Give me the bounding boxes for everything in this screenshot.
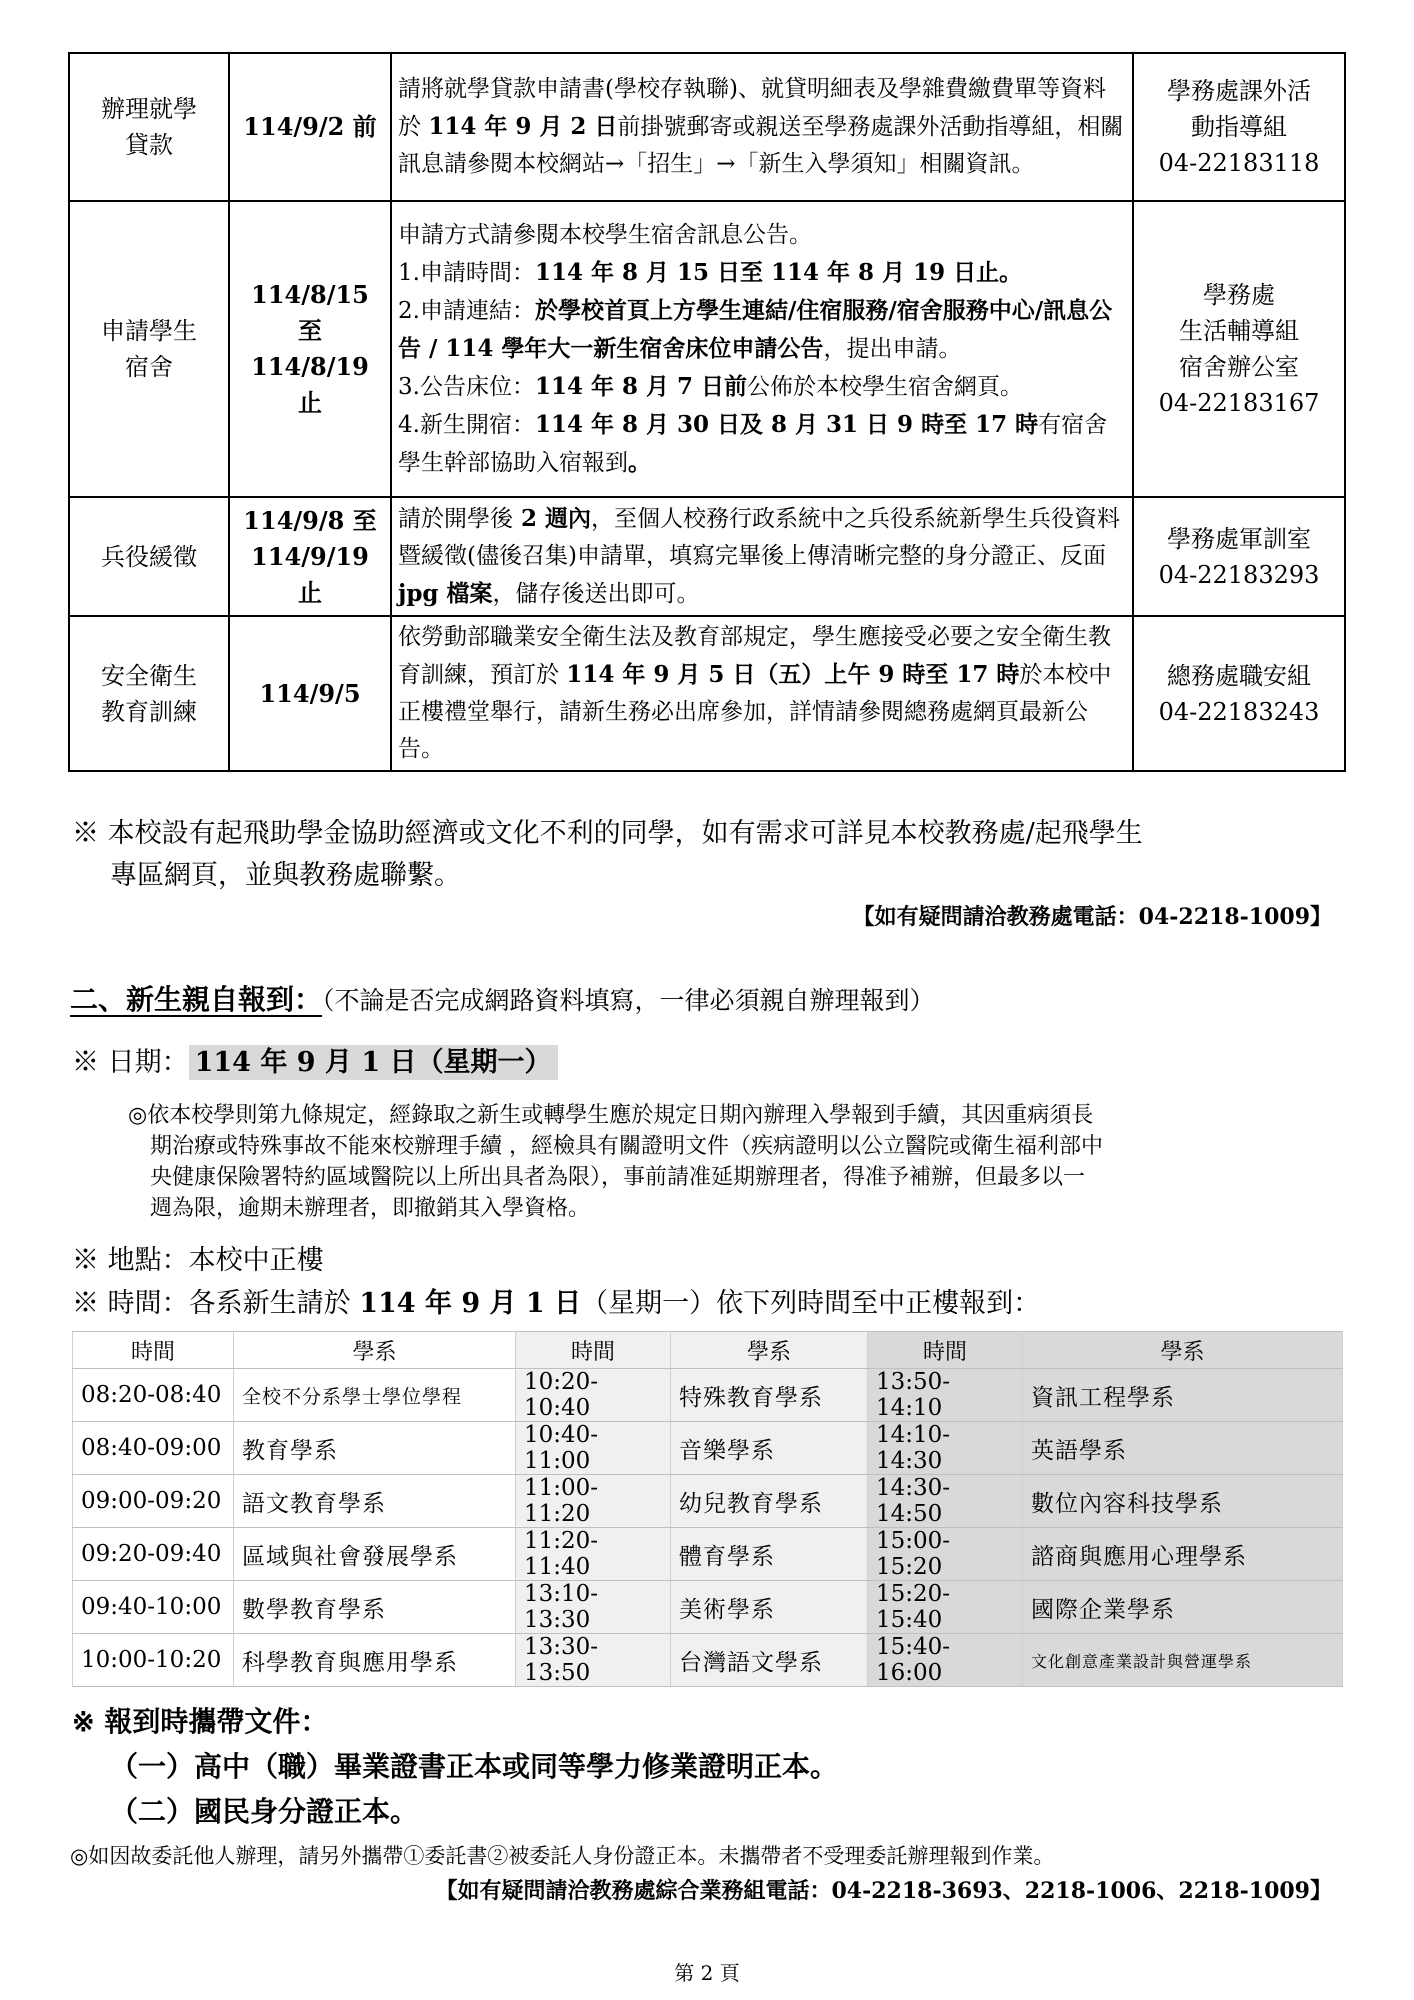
table-row <box>69 201 1345 497</box>
task-date: 114/9/5 <box>229 616 391 771</box>
section-title: 二、新生親自報到：（不論是否完成網路資料填寫，一律必須親自辦理報到） <box>70 983 935 1016</box>
schedule-department: 區域與社會發展學系 <box>234 1528 516 1581</box>
schedule-department: 美術學系 <box>671 1581 868 1634</box>
task-description: 請將就學貸款申請書(學校存執聯)、就貸明細表及學雜費繳費單等資料於 114 年 9 月 2 日前掛號郵寄或親送至學務處課外活動指導組，相關訊息請參閱本校網站→「招生」→「新生入學須知」相關資訊。 <box>391 53 1133 201</box>
column-header-department: 學系 <box>671 1332 868 1369</box>
column-header-department: 學系 <box>1023 1332 1343 1369</box>
task-item: 申請學生 宿舍 <box>69 201 229 497</box>
table-row <box>73 1528 1343 1581</box>
table-row <box>73 1422 1343 1475</box>
schedule-department: 文化創意產業設計與營運學系 <box>1023 1634 1343 1687</box>
table-row <box>69 497 1345 616</box>
report-time: ※ 時間：各系新生請於 114 年 9 月 1 日（星期一）依下列時間至中正樓報到： <box>72 1288 1041 1319</box>
bring-item-2: （二）國民身分證正本。 <box>110 1795 419 1828</box>
scholarship-note: ※ 本校設有起飛助學金協助經濟或文化不利的同學，如有需求可詳見本校教務處/起飛學生 專區網頁，並與教務處聯繫。 <box>72 818 1143 891</box>
schedule-department: 體育學系 <box>671 1528 868 1581</box>
report-location: ※ 地點：本校中正樓 <box>72 1245 324 1276</box>
schedule-department: 台灣語文學系 <box>671 1634 868 1687</box>
schedule-time: 11:00-11:20 <box>516 1475 671 1528</box>
task-description: 申請方式請參閱本校學生宿舍訊息公告。 1.申請時間：114 年 8 月 15 日至 114 年 8 月 19 日止。 2.申請連結：於學校首頁上方學生連結/住宿服務/宿舍服務中心/訊息公告 / 114 學年大一新生宿舍床位申請公告，提出申請。 3.公告床位：114 年 8 月 7 日前公佈於本校學生宿舍網頁。 4.新生開宿：114 年 8 月 30 日及 8 月 31 日 9 時至 17 時有宿舍學生幹部協助入宿報到。 <box>391 201 1133 497</box>
schedule-time: 15:40-16:00 <box>868 1634 1023 1687</box>
task-office: 學務處課外活 動指導組 04-22183118 <box>1133 53 1345 201</box>
schedule-time: 14:10-14:30 <box>868 1422 1023 1475</box>
schedule-time: 14:30-14:50 <box>868 1475 1023 1528</box>
schedule-table <box>72 1331 1343 1687</box>
schedule-department: 數位內容科技學系 <box>1023 1475 1343 1528</box>
task-date: 114/9/2 前 <box>229 53 391 201</box>
task-item: 安全衛生 教育訓練 <box>69 616 229 771</box>
report-date: ※ 日期： 114 年 9 月 1 日（星期一） <box>72 1040 558 1079</box>
schedule-department: 英語學系 <box>1023 1422 1343 1475</box>
report-date-value: 114 年 9 月 1 日（星期一） <box>189 1045 558 1080</box>
task-description: 請於開學後 2 週內，至個人校務行政系統中之兵役系統新學生兵役資料暨緩徵(儘後召集)申請單，填寫完畢後上傳清晰完整的身分證正、反面 jpg 檔案，儲存後送出即可。 <box>391 497 1133 616</box>
schedule-time: 13:50-14:10 <box>868 1369 1023 1422</box>
schedule-time: 09:20-09:40 <box>73 1528 234 1581</box>
schedule-time: 09:00-09:20 <box>73 1475 234 1528</box>
schedule-department: 特殊教育學系 <box>671 1369 868 1422</box>
schedule-department: 音樂學系 <box>671 1422 868 1475</box>
schedule-department: 數學教育學系 <box>234 1581 516 1634</box>
column-header-time: 時間 <box>516 1332 671 1369</box>
schedule-time: 10:40-11:00 <box>516 1422 671 1475</box>
schedule-department: 資訊工程學系 <box>1023 1369 1343 1422</box>
bring-documents-heading: ※ 報到時攜帶文件： <box>72 1705 329 1738</box>
schedule-header-row <box>73 1332 1343 1369</box>
task-office: 學務處 生活輔導組 宿舍辦公室 04-22183167 <box>1133 201 1345 497</box>
table-row <box>69 53 1345 201</box>
enrollment-rule: ◎依本校學則第九條規定，經錄取之新生或轉學生應於規定日期內辦理入學報到手續，其因重病須長 期治療或特殊事故不能來校辦理手續 ，經檢具有關證明文件（疾病證明以公立醫院或衛生福利部中 央健康保險署特約區域醫院以上所出具者為限），事前請准延期辦理者，得准予補辦，但最多以一 週為限，逾期未辦理者，即撤銷其入學資格。 <box>128 1103 1103 1221</box>
table-row <box>73 1369 1343 1422</box>
task-table <box>68 52 1346 772</box>
table-row <box>73 1581 1343 1634</box>
schedule-department: 國際企業學系 <box>1023 1581 1343 1634</box>
schedule-time: 08:40-09:00 <box>73 1422 234 1475</box>
table-row <box>69 616 1345 771</box>
task-date: 114/8/15 至 114/8/19 止 <box>229 201 391 497</box>
schedule-department: 全校不分系學士學位學程 <box>234 1369 516 1422</box>
schedule-department: 語文教育學系 <box>234 1475 516 1528</box>
schedule-time: 10:20-10:40 <box>516 1369 671 1422</box>
task-date: 114/9/8 至 114/9/19 止 <box>229 497 391 616</box>
contact-academic: 【如有疑問請洽教務處電話：04-2218-1009】 <box>852 904 1332 930</box>
column-header-time: 時間 <box>73 1332 234 1369</box>
schedule-time: 10:00-10:20 <box>73 1634 234 1687</box>
task-item: 辦理就學 貸款 <box>69 53 229 201</box>
schedule-time: 13:10-13:30 <box>516 1581 671 1634</box>
bring-item-1: （一）高中（職）畢業證書正本或同等學力修業證明正本。 <box>110 1750 839 1783</box>
schedule-time: 15:20-15:40 <box>868 1581 1023 1634</box>
task-office: 總務處職安組 04-22183243 <box>1133 616 1345 771</box>
schedule-department: 科學教育與應用學系 <box>234 1634 516 1687</box>
schedule-time: 15:00-15:20 <box>868 1528 1023 1581</box>
column-header-department: 學系 <box>234 1332 516 1369</box>
table-row <box>73 1634 1343 1687</box>
schedule-time: 11:20-11:40 <box>516 1528 671 1581</box>
task-description: 依勞動部職業安全衛生法及教育部規定，學生應接受必要之安全衛生教育訓練，預訂於 114 年 9 月 5 日（五）上午 9 時至 17 時於本校中正樓禮堂舉行，請新生務必出席參加，詳情請參閱總務處網頁最新公告。 <box>391 616 1133 771</box>
proxy-note: ◎如因故委託他人辦理，請另外攜帶①委託書②被委託人身份證正本。未攜帶者不受理委託辦理報到作業。 <box>70 1844 1055 1868</box>
task-item: 兵役緩徵 <box>69 497 229 616</box>
schedule-department: 幼兒教育學系 <box>671 1475 868 1528</box>
page-number: 第 2 頁 <box>674 1961 740 1985</box>
schedule-department: 諮商與應用心理學系 <box>1023 1528 1343 1581</box>
schedule-department: 教育學系 <box>234 1422 516 1475</box>
table-row <box>73 1475 1343 1528</box>
note-mark: ※ <box>72 818 99 849</box>
schedule-time: 13:30-13:50 <box>516 1634 671 1687</box>
schedule-time: 09:40-10:00 <box>73 1581 234 1634</box>
task-office: 學務處軍訓室 04-22183293 <box>1133 497 1345 616</box>
contact-general: 【如有疑問請洽教務處綜合業務組電話：04-2218-3693、2218-1006、2218-1009】 <box>435 1878 1332 1904</box>
column-header-time: 時間 <box>868 1332 1023 1369</box>
schedule-time: 08:20-08:40 <box>73 1369 234 1422</box>
